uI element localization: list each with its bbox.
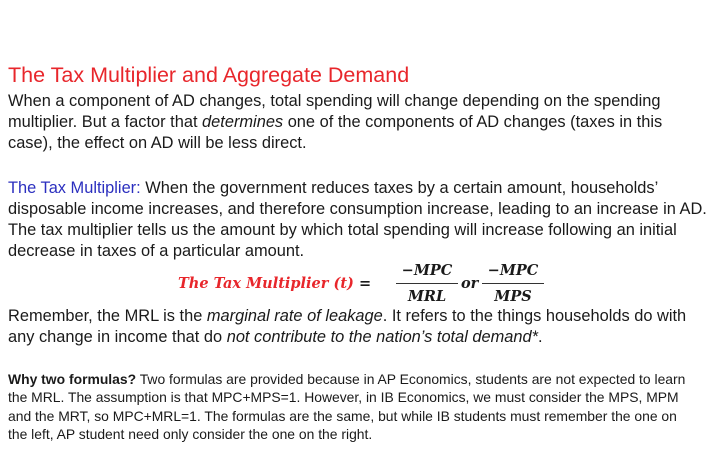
definition-line-3: The tax multiplier tells us the amount by which total spending will increase following an initial xyxy=(8,221,677,239)
intro-line-2: multiplier. But a factor that determines one of the components of AD changes (taxes in this xyxy=(8,113,663,131)
emphasis-determines: determines xyxy=(202,113,284,131)
fraction-mpc-over-mps xyxy=(482,261,544,307)
definition-label: The Tax Multiplier: xyxy=(8,179,141,197)
mrl-line-1: Remember, the MRL is the marginal rate of leakage. It refers to the things households do with xyxy=(8,307,687,325)
why-line-4: the left, AP student need only consider the one on the right. xyxy=(8,426,373,443)
mrl-paragraph xyxy=(8,306,686,348)
fraction-mpc-over-mrl xyxy=(396,261,458,307)
definition-paragraph xyxy=(8,178,707,262)
formula-lhs: The Tax Multiplier (t) = xyxy=(178,275,372,292)
intro-line-1: When a component of AD changes, total spending will change depending on the spending xyxy=(8,92,661,110)
emphasis-total-demand: not contribute to the nation’s total demand* xyxy=(226,328,539,346)
emphasis-mrl: marginal rate of leakage xyxy=(206,307,383,325)
why-paragraph xyxy=(8,370,685,444)
intro-paragraph xyxy=(8,91,662,154)
formula-or: or xyxy=(461,275,479,292)
intro-line-3: case), the effect on AD will be less direct. xyxy=(8,134,307,152)
fraction-2-numerator: −MPC xyxy=(487,262,539,279)
why-label: Why two formulas? xyxy=(8,371,137,387)
fraction-2-denominator: MPS xyxy=(494,288,532,305)
definition-line-4: decrease in taxes of a particular amount. xyxy=(8,242,305,260)
definition-line-1: The Tax Multiplier: When the government reduces taxes by a certain amount, households’ xyxy=(8,179,659,197)
fraction-1-bar xyxy=(396,283,458,284)
fraction-1-denominator: MRL xyxy=(407,288,447,305)
why-line-3: and the MRT, so MPC+MRL=1. The formulas are the same, but while IB students must remember the one on xyxy=(8,407,677,424)
mrl-line-2: any change in income that do not contribute to the nation’s total demand*. xyxy=(8,328,543,346)
definition-line-2: disposable income increases, and therefore consumption increase, leading to an increase in AD. xyxy=(8,200,707,218)
why-line-2: the MRL. The assumption is that MPC+MPS=1. However, in IB Economics, we must consider the MPS, MPM xyxy=(8,389,679,406)
why-line-1: Why two formulas? Two formulas are provided because in AP Economics, students are not expected to learn xyxy=(8,371,686,387)
slide-title: The Tax Multiplier and Aggregate Demand xyxy=(8,63,410,87)
fraction-2-bar xyxy=(482,283,544,284)
fraction-1-numerator: −MPC xyxy=(401,262,453,279)
